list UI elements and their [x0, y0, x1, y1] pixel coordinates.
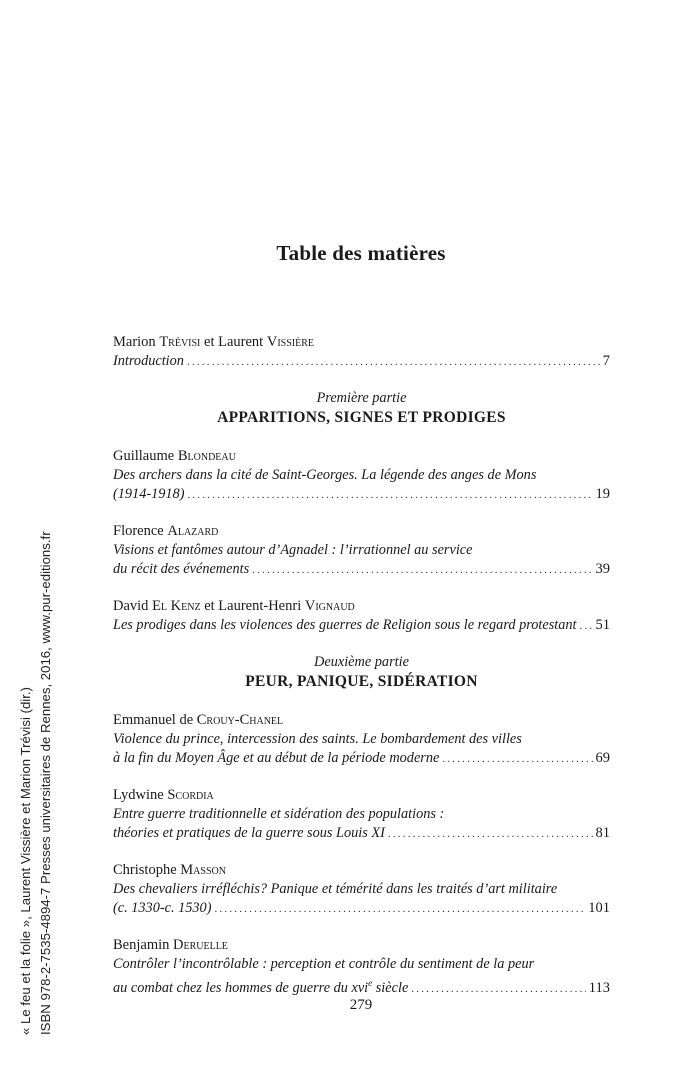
- part-label: Deuxième partie: [314, 654, 409, 670]
- entry-title: (1914-1918): [113, 486, 185, 502]
- dot-leader: [252, 561, 592, 580]
- copyright-notice: [16, 531, 56, 1035]
- entry-title: Les prodiges dans les violences des guerres de Religion sous le regard protestant: [113, 617, 577, 633]
- toc-link[interactable]: [113, 616, 610, 636]
- dot-leader: [442, 750, 592, 769]
- entry-title-line: Entre guerre traditionnelle et sidération des populations :: [113, 806, 445, 822]
- part-heading-2: [113, 653, 610, 693]
- toc-link[interactable]: [113, 899, 610, 919]
- toc-link[interactable]: [113, 974, 610, 999]
- part-label: Première partie: [316, 390, 407, 406]
- toc-entry: [113, 522, 610, 580]
- part-heading-1: [113, 389, 610, 429]
- toc-entry: [113, 711, 610, 769]
- entry-title: (c. 1330-c. 1530): [113, 900, 212, 916]
- toc-link-introduction[interactable]: [113, 352, 610, 372]
- page-ref: 101: [588, 900, 610, 916]
- entry-author: Lydwine Scordia: [113, 787, 214, 803]
- entry-author: Florence Alazard: [113, 523, 219, 539]
- entry-author: Marion Trévisi et Laurent Vissière: [113, 334, 314, 350]
- toc-entry: [113, 597, 610, 636]
- page-ref: 113: [588, 979, 610, 996]
- toc-link[interactable]: [113, 560, 610, 580]
- toc-entry: [113, 786, 610, 844]
- notice-line-1: « Le feu et la folie », Laurent Vissière et Marion Trévisi (dir.): [18, 687, 33, 1035]
- page-ref: 39: [595, 561, 610, 577]
- entry-title-line: Des archers dans la cité de Saint-Georges. La légende des anges de Mons: [113, 467, 537, 483]
- toc-link[interactable]: [113, 824, 610, 844]
- entry-title: théories et pratiques de la guerre sous Louis XI: [113, 825, 385, 841]
- part-title: APPARITIONS, SIGNES ET PRODIGES: [217, 409, 506, 426]
- entry-author: Emmanuel de Crouy-Chanel: [113, 712, 284, 728]
- entry-title-line: Violence du prince, intercession des saints. Le bombardement des villes: [113, 731, 522, 747]
- toc-entry: [113, 447, 610, 505]
- entry-author: Benjamin Deruelle: [113, 937, 228, 953]
- entry-title: Introduction: [113, 353, 184, 369]
- toc-entry-introduction: [113, 333, 610, 372]
- toc-link[interactable]: [113, 485, 610, 505]
- toc-entry: [113, 936, 610, 999]
- page-title: Table des matières: [276, 241, 446, 265]
- page-ref: 19: [595, 486, 610, 502]
- dot-leader: [580, 617, 593, 636]
- notice-line-2: ISBN 978-2-7535-4894-7 Presses universitaires de Rennes, 2016, www.pur-editions.fr: [38, 531, 53, 1035]
- entry-author: David El Kenz et Laurent-Henri Vignaud: [113, 598, 355, 614]
- entry-title: du récit des événements: [113, 561, 250, 577]
- page-ref: 7: [602, 353, 610, 369]
- entry-title: au combat chez les hommes de guerre du xvi$^e$ siècle: [113, 978, 409, 996]
- dot-leader: [214, 900, 585, 919]
- dot-leader: [187, 486, 592, 505]
- entry-author: Guillaume Blondeau: [113, 448, 236, 464]
- entry-title-line: Contrôler l’incontrôlable : perception et contrôle du sentiment de la peur: [113, 956, 535, 972]
- entry-title: à la fin du Moyen Âge et au début de la période moderne: [113, 750, 440, 766]
- part-title: PEUR, PANIQUE, SIDÉRATION: [245, 673, 478, 690]
- page-ref: 81: [595, 825, 610, 841]
- dot-leader: [411, 980, 585, 999]
- page-ref: 69: [595, 750, 610, 766]
- entry-title-line: Des chevaliers irréfléchis? Panique et témérité dans les traités d’art militaire: [113, 881, 558, 897]
- page-number: 279: [349, 997, 373, 1013]
- page-ref: 51: [595, 617, 610, 633]
- toc-link[interactable]: [113, 749, 610, 769]
- entry-author: Christophe Masson: [113, 862, 226, 878]
- dot-leader: [187, 353, 600, 372]
- toc-entry: [113, 861, 610, 919]
- entry-title-line: Visions et fantômes autour d’Agnadel : l’irrationnel au service: [113, 542, 473, 558]
- table-of-contents: [113, 333, 610, 1016]
- dot-leader: [388, 825, 593, 844]
